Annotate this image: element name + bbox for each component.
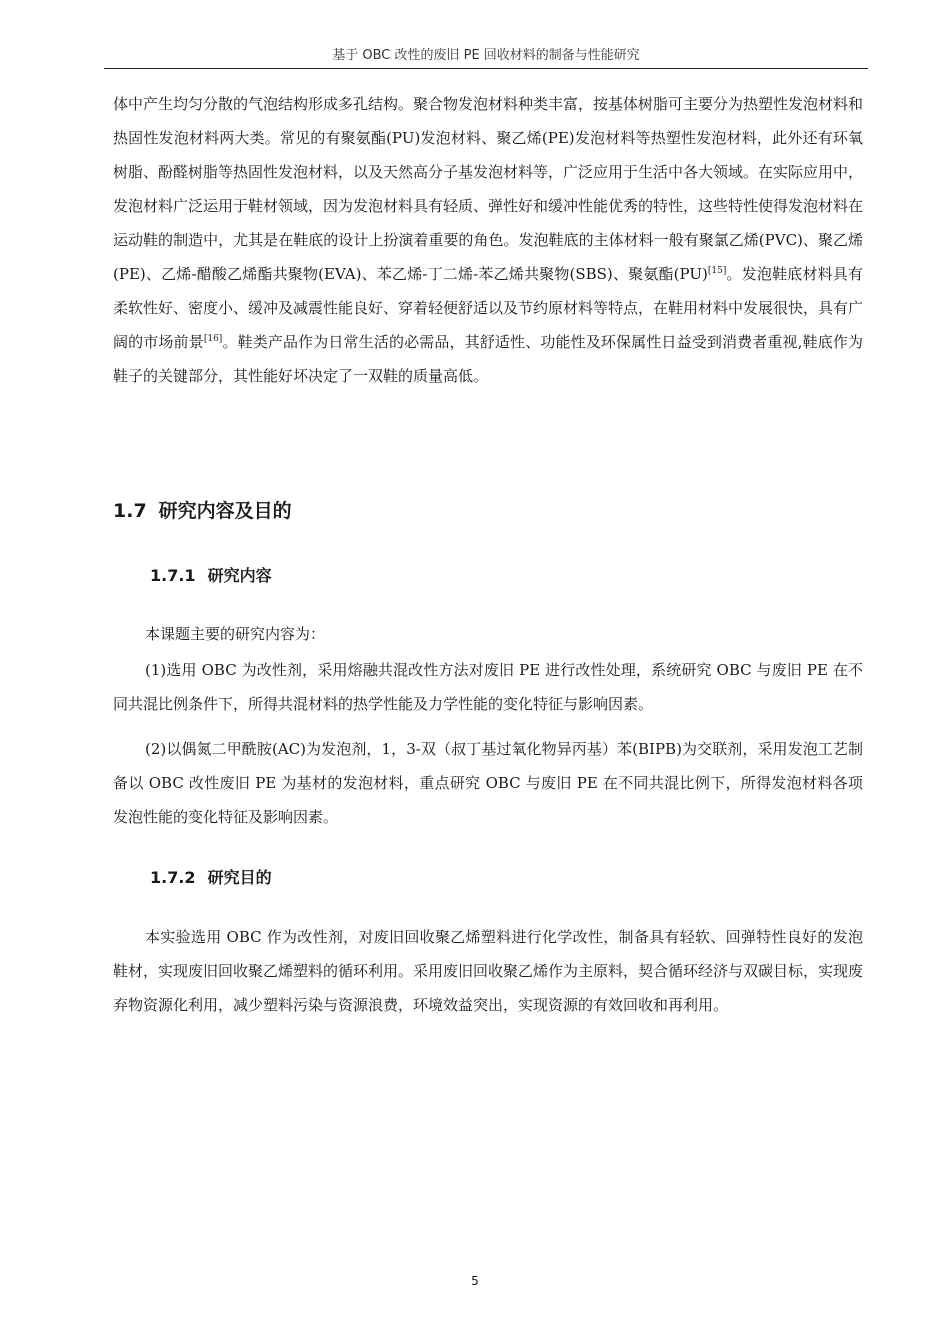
section-heading-1-7 (113, 496, 292, 526)
subsection-number: 1.7.2 (150, 868, 196, 887)
research-purpose-paragraph: 本实验选用 OBC 作为改性剂，对废旧回收聚乙烯塑料进行化学改性，制备具有轻软、回弹特性良好的发泡鞋材，实现废旧回收聚乙烯塑料的循环利用。采用废旧回收聚乙烯作为主原料，契合循环经济与双碳目标，实现废弃物资源化利用，减少塑料污染与资源浪费，环境效益突出，实现资源的有效回收和再利用。 (113, 928, 864, 1014)
page-number: 5 (471, 1274, 479, 1288)
running-header (104, 44, 868, 69)
section-number: 1.7 (113, 500, 147, 522)
citation-15: [15] (707, 266, 727, 276)
subsection-title: 研究目的 (207, 868, 272, 887)
intro-text-part2: 。发泡鞋底材料具有柔软性好、密度小、缓冲及减震性能良好、穿着轻便舒适以及节约原材料等特点，在鞋用材料中发展很快，具有广阔的市场前景 (113, 265, 864, 351)
research-content-item-2: (2)以偶氮二甲酰胺(AC)为发泡剂，1，3-双（叔丁基过氧化物异丙基）苯(BIPB)为交联剂，采用发泡工艺制备以 OBC 改性废旧 PE 为基材的发泡材料，重点研究 OBC 与废旧 PE 在不同共混比例下，所得发泡材料各项发泡性能的变化特征及影响因素。 (113, 740, 863, 826)
subsection-number: 1.7.1 (150, 566, 196, 585)
running-header-title: 基于 OBC 改性的废旧 PE 回收材料的制备与性能研究 (332, 48, 640, 63)
subsection-heading-1-7-1 (150, 562, 272, 590)
subsection-heading-1-7-2 (150, 864, 272, 892)
intro-text-part1: 体中产生均匀分散的气泡结构形成多孔结构。聚合物发泡材料种类丰富，按基体树脂可主要分为热塑性发泡材料和热固性发泡材料两大类。常见的有聚氨酯(PU)发泡材料、聚乙烯(PE)发泡材料等热塑性发泡材料，此外还有环氧树脂、酚醛树脂等热固性发泡材料，以及天然高分子基发泡材料等，广泛应用于生活中各大领域。在实际应用中，发泡材料广泛运用于鞋材领域，因为发泡材料具有轻质、弹性好和缓冲性能优秀的特性，这些特性使得发泡材料在运动鞋的制造中，尤其是在鞋底的设计上扮演着重要的角色。发泡鞋底的主体材料一般有聚氯乙烯(PVC)、聚乙烯(PE)、乙烯-醋酸乙烯酯共聚物(EVA)、苯乙烯-丁二烯-苯乙烯共聚物(SBS)、聚氨酯(PU) (113, 95, 864, 283)
citation-16: [16] (203, 334, 223, 344)
research-content-lead: 本课题主要的研究内容为： (145, 625, 326, 643)
research-content-item-1: (1)选用 OBC 为改性剂，采用熔融共混改性方法对废旧 PE 进行改性处理，系统研究 OBC 与废旧 PE 在不同共混比例条件下，所得共混材料的热学性能及力学性能的变化特征与影响因素。 (113, 661, 863, 713)
intro-text-part3: 。鞋类产品作为日常生活的必需品，其舒适性、功能性及环保属性日益受到消费者重视,鞋底作为鞋子的关键部分，其性能好坏决定了一双鞋的质量高低。 (113, 333, 863, 385)
subsection-title: 研究内容 (207, 566, 272, 585)
intro-paragraph (113, 87, 863, 393)
section-title: 研究内容及目的 (158, 500, 292, 522)
